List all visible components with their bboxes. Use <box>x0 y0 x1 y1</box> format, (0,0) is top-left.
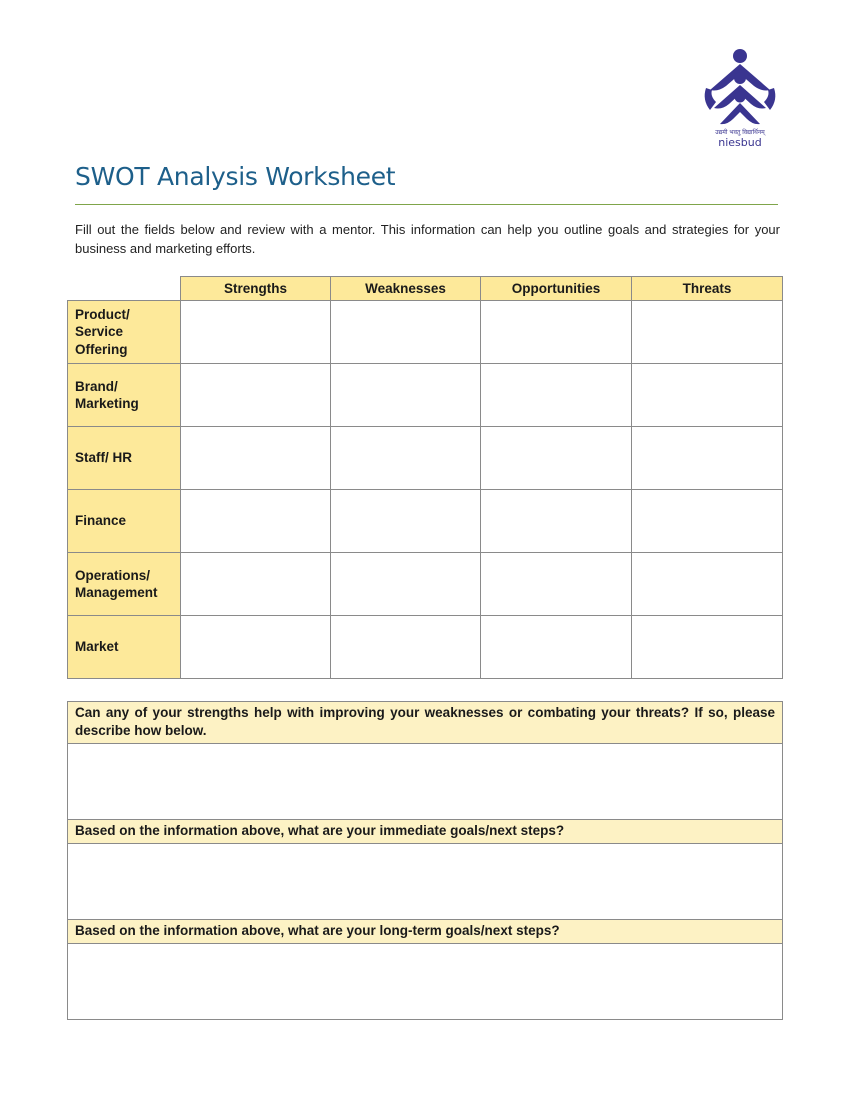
staff-strengths-cell[interactable] <box>181 427 331 490</box>
logo-name: niesbud <box>718 136 762 149</box>
row-header-market: Market <box>68 616 181 679</box>
staff-threats-cell[interactable] <box>632 427 783 490</box>
swot-row-brand <box>68 364 783 427</box>
finance-opportunities-cell[interactable] <box>481 490 632 553</box>
brand-threats-cell[interactable] <box>632 364 783 427</box>
product-weaknesses-cell[interactable] <box>331 301 481 364</box>
row-header-product: Product/ Service Offering <box>68 301 181 364</box>
swot-header-row <box>68 277 783 301</box>
follow-up-questions <box>67 701 783 1020</box>
product-threats-cell[interactable] <box>632 301 783 364</box>
finance-threats-cell[interactable] <box>632 490 783 553</box>
product-strengths-cell[interactable] <box>181 301 331 364</box>
brand-opportunities-cell[interactable] <box>481 364 632 427</box>
operations-opportunities-cell[interactable] <box>481 553 632 616</box>
swot-row-market <box>68 616 783 679</box>
answer-immediate-goals[interactable] <box>68 844 782 920</box>
product-opportunities-cell[interactable] <box>481 301 632 364</box>
intro-text: Fill out the fields below and review with a mentor. This information can help you outline goals and strategies for your business and marketing efforts. <box>75 222 780 256</box>
staff-opportunities-cell[interactable] <box>481 427 632 490</box>
column-header-opportunities: Opportunities <box>481 277 632 301</box>
row-header-staff: Staff/ HR <box>68 427 181 490</box>
column-header-weaknesses: Weaknesses <box>331 277 481 301</box>
swot-row-operations <box>68 553 783 616</box>
column-header-strengths: Strengths <box>181 277 331 301</box>
swot-row-product <box>68 301 783 364</box>
niesbud-emblem-icon <box>700 48 780 130</box>
question-long-term-goals: Based on the information above, what are your long-term goals/next steps? <box>68 920 782 944</box>
market-threats-cell[interactable] <box>632 616 783 679</box>
finance-weaknesses-cell[interactable] <box>331 490 481 553</box>
finance-strengths-cell[interactable] <box>181 490 331 553</box>
question-strengths-vs-weaknesses: Can any of your strengths help with improving your weaknesses or combating your threats? If so, please describe how below. <box>68 702 782 744</box>
logo-tagline: उद्यमी भवतु विद्यार्थिनम् <box>715 129 765 136</box>
row-header-operations: Operations/ Management <box>68 553 181 616</box>
operations-strengths-cell[interactable] <box>181 553 331 616</box>
page-title: SWOT Analysis Worksheet <box>75 162 396 191</box>
column-header-threats: Threats <box>632 277 783 301</box>
market-weaknesses-cell[interactable] <box>331 616 481 679</box>
niesbud-logo <box>700 48 780 154</box>
answer-strengths-vs-weaknesses[interactable] <box>68 744 782 820</box>
swot-table <box>67 276 783 679</box>
title-divider <box>75 204 778 205</box>
operations-threats-cell[interactable] <box>632 553 783 616</box>
table-corner <box>68 277 181 301</box>
market-opportunities-cell[interactable] <box>481 616 632 679</box>
answer-long-term-goals[interactable] <box>68 944 782 1019</box>
row-header-finance: Finance <box>68 490 181 553</box>
row-header-brand: Brand/ Marketing <box>68 364 181 427</box>
brand-strengths-cell[interactable] <box>181 364 331 427</box>
staff-weaknesses-cell[interactable] <box>331 427 481 490</box>
market-strengths-cell[interactable] <box>181 616 331 679</box>
question-immediate-goals: Based on the information above, what are your immediate goals/next steps? <box>68 820 782 844</box>
swot-row-staff <box>68 427 783 490</box>
operations-weaknesses-cell[interactable] <box>331 553 481 616</box>
swot-row-finance <box>68 490 783 553</box>
brand-weaknesses-cell[interactable] <box>331 364 481 427</box>
